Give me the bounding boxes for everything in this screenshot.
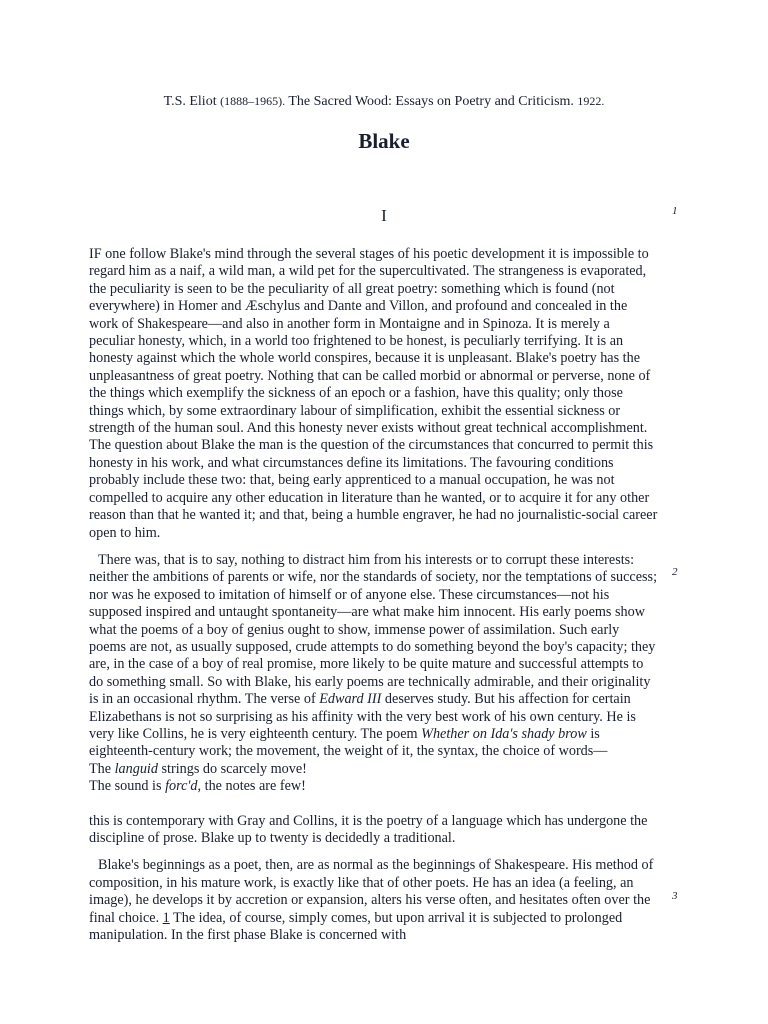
paragraph-number-3: 3: [672, 890, 678, 902]
section-numeral: I: [381, 206, 387, 225]
poem-title: Whether on Ida's shady brow: [421, 725, 587, 742]
paragraph-1: IF one follow Blake's mind through the several stages of his poetic development it is impossible to regard him as a naif, a wild man, a wild pet for the supercultivated. The strangeness is evaporated, the peculiarity is seen to be the peculiarity of all great poetry: something which is found (not everywhere) in Homer and Æschylus and Dante and Villon, and profound and concealed in the work of Shakespeare—and also in another form in Montaigne and in Spinoza. It is merely a peculiar honesty, which, in a world too frightened to be honest, is peculiarly terrifying. It is an honesty against which the whole world conspires, because it is unpleasant. Blake's poetry has the unpleasantness of great poetry. Nothing that can be called morbid or abnormal or perverse, none of the things which exemplify the sickness of an epoch or a fashion, have this quality; only those things which, by some extraordinary labour of simplification, exhibit the essential sickness or strength of the human soul. And this honesty never exists without great technical accomplishment. The question about Blake the man is the question of the circumstances that concurred to permit this honesty in his work, and what circumstances define its limitations. The favouring conditions probably include these two: that, being early apprenticed to a manual occupation, he was not compelled to acquire any other education in literature than he wanted, or to acquire it for any other reason than that he wanted it; and that, being a humble engraver, he had no journalistic-social career open to him.: [89, 246, 658, 541]
essay-body: [89, 246, 659, 944]
footnote-link-1[interactable]: 1: [162, 909, 170, 926]
verse-line-2: The sound is forc'd, the notes are few!: [89, 778, 306, 795]
paragraph-2: There was, that is to say, nothing to distract him from his interests or to corrupt these interests: neither the ambitions of parents or wife, nor the standards of society, nor the temptations of success; nor was he exposed to imitation of himself or of anyone else. These circumstances—not his supposed inspired and untaught spontaneity—are what make him innocent. His early poems show what the poems of a boy of genius ought to show, immense power of assimilation. Such early poems are not, as usually supposed, crude attempts to do something beyond the boy's capacity; they are, in the case of a boy of real promise, more likely to be quite mature and successful attempts to do something small. So with Blake, his early poems are technically admirable, and their originality is in an occasional rhythm. The verse of Edward III deserves study. But his affection for certain Elizabethans is not so surprising as his affinity with the very best work of his own century. He is very like Collins, he is very eighteenth century. The poem Whether on Ida's shady brow is eighteenth-century work; the movement, the weight of it, the syntax, the choice of words—: [89, 551, 658, 760]
paragraph-3: this is contemporary with Gray and Collins, it is the poetry of a language which has undergone the discipline of prose. Blake up to twenty is decidedly a traditional.: [89, 812, 648, 846]
verse-line-1: The languid strings do scarcely move!: [89, 760, 307, 777]
paragraph-number-2: 2: [672, 566, 678, 578]
author: T.S. Eliot: [163, 94, 217, 109]
publication-year: 1922.: [577, 94, 605, 108]
work-title: The Sacred Wood: Essays on Poetry and Criticism.: [288, 94, 574, 109]
paragraph-number-1: 1: [672, 205, 678, 217]
citation-header: [0, 92, 768, 111]
page-title: Blake: [358, 129, 410, 153]
work-title-edward-iii: Edward III: [319, 691, 382, 708]
paragraph-4: Blake's beginnings as a poet, then, are as normal as the beginnings of Shakespeare. His method of composition, in his mature work, is exactly like that of other poets. He has an idea (a feeling, an image), he develops it by accretion or expansion, alters his verse often, and hesitates often over the final choice. 1 The idea, of course, simply comes, but upon arrival it is subjected to prolonged manipulation. In the first phase Blake is concerned with: [89, 857, 654, 944]
author-dates: (1888–1965).: [220, 94, 286, 108]
